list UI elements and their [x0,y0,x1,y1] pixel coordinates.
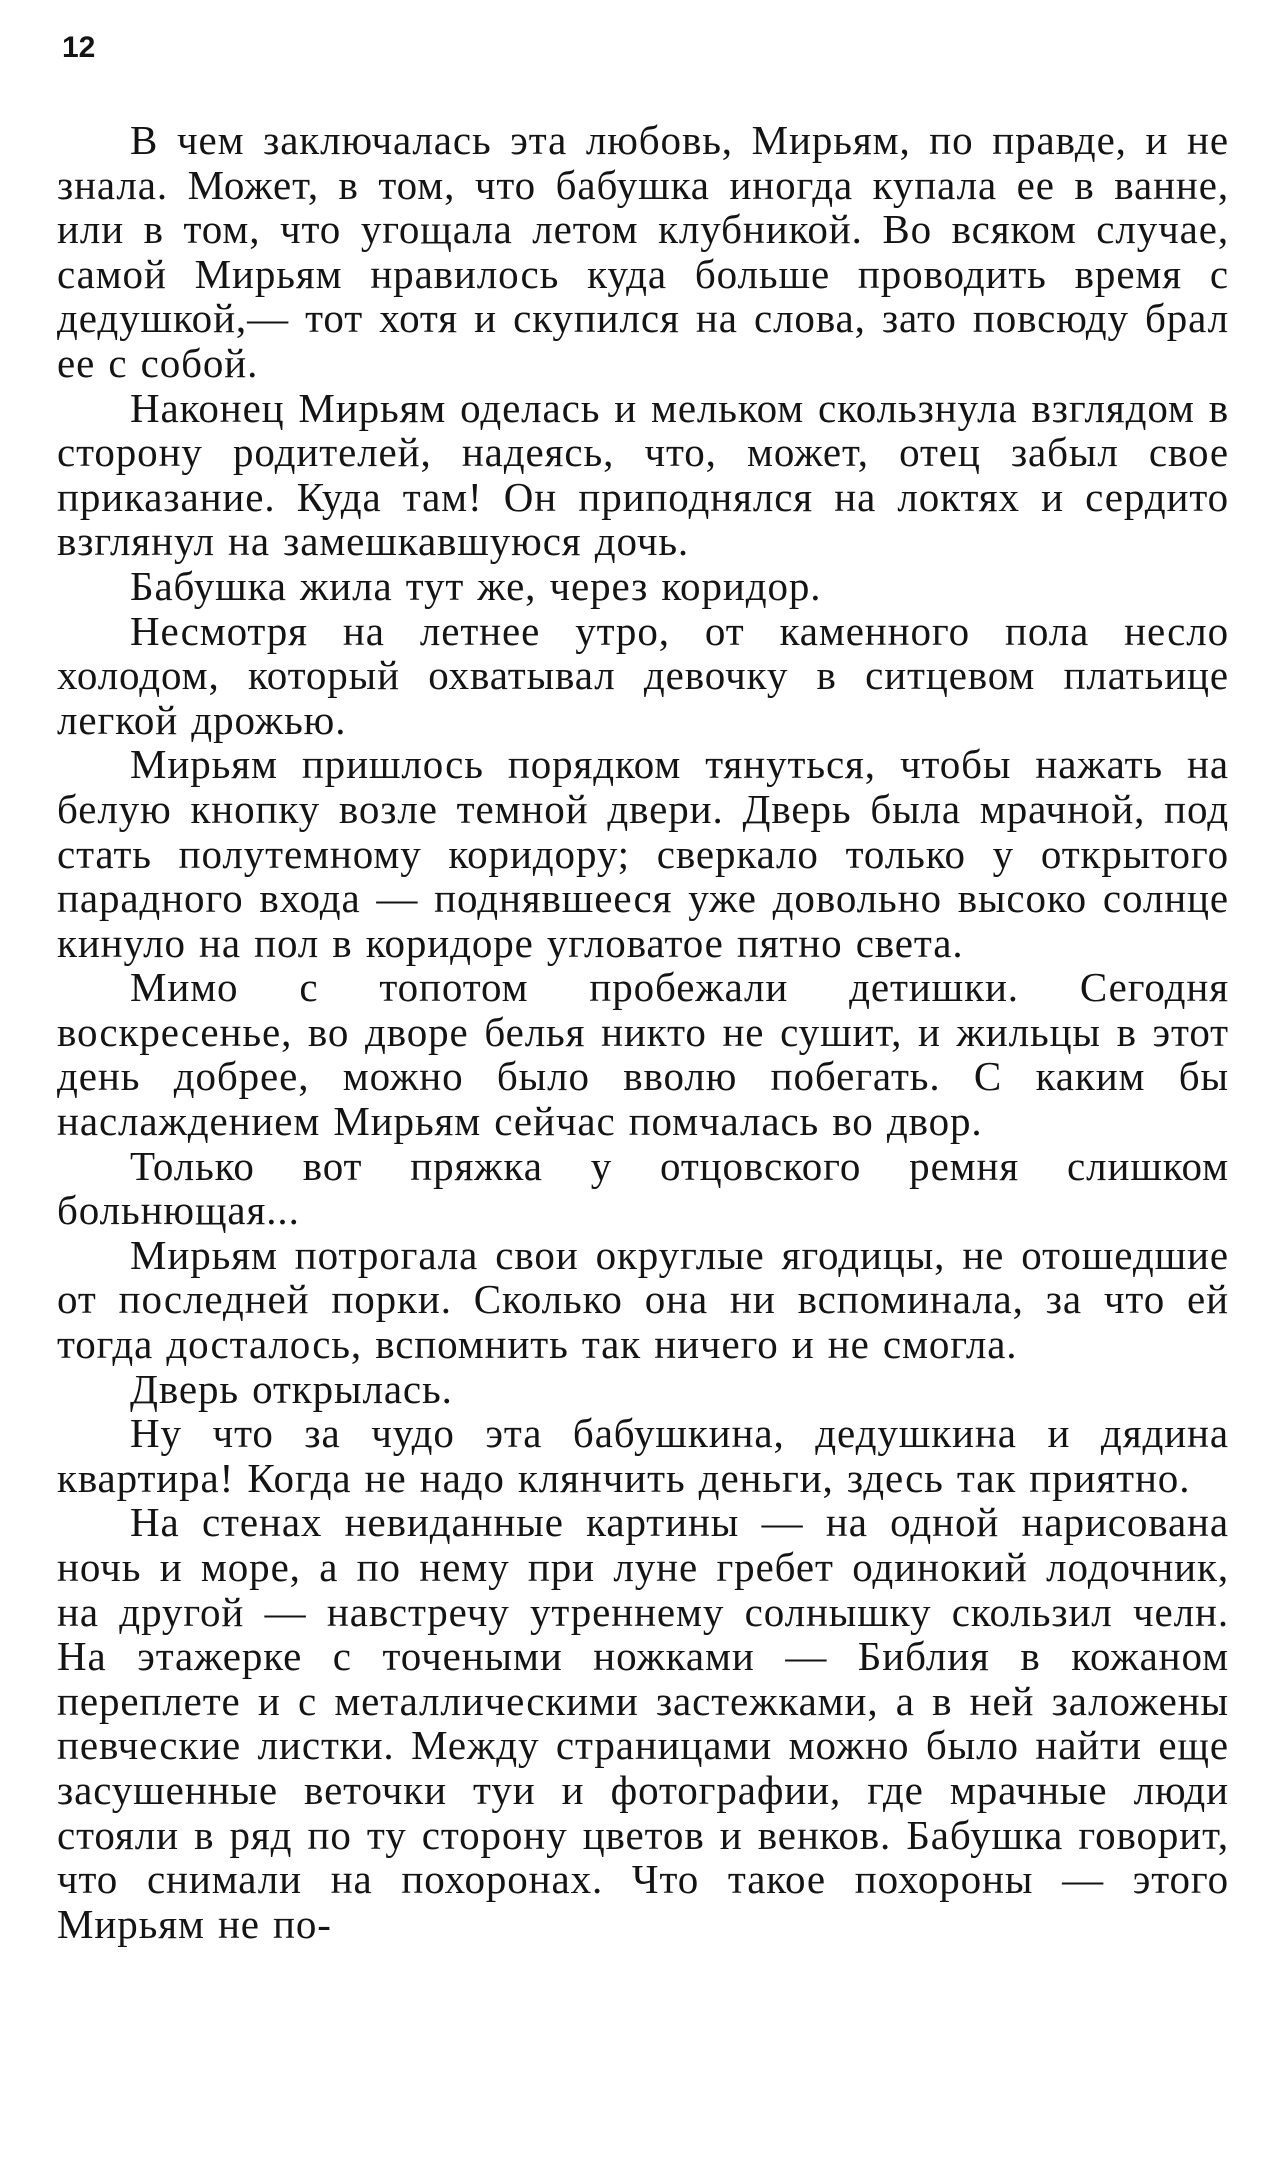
paragraph-love: В чем заключалась эта любовь, Мирьям, по правде, и не знала. Может, в том, что бабушка иногда купала ее в ванне, или в том, что угощала летом клубникой. Во всяком случае, самой Мирьям нравилось куда больше проводить время с дедушкой,— тот хотя и скупился на слова, зато повсюду брал ее с собой. [57,117,1229,386]
text-body [57,118,1229,1946]
paragraph-stone-floor: Несмотря на летнее утро, от каменного пола несло холодом, который охватывал девочку в ситцевом платьице легкой дрожью. [57,607,1229,743]
page-number: 12 [62,31,96,64]
paragraph-apartment: Ну что за чудо эта бабушкина, дедушкина и дядина квартира! Когда не надо клянчить деньги, здесь так приятно. [57,1410,1229,1501]
paragraph-grandmother-lived: Бабушка жила тут же, через коридор. [130,562,822,609]
paragraph-buckle: Только вот пряжка у отцовского ремня слишком больнющая... [57,1142,1229,1234]
paragraph-door-opened: Дверь открылась. [130,1365,453,1412]
paragraph-children: Мимо с топотом пробежали детишки. Сегодня воскресенье, во дворе белья никто не сушит, и жильцы в этот день добрее, можно было вволю побегать. С каким бы наслаждением Мирьям сейчас помчалась во двор. [57,964,1229,1145]
paragraph-pictures: На стенах невиданные картины — на одной нарисована ночь и море, а по нему при луне гребет одинокий лодочник, на другой — навстречу утреннему солнышку скользил челн. На этажерке с точеными ножками — Библия в кожаном переплете и с металлическими застежками, а в ней заложены певческие листки. Между страницами можно было найти еще засушенные веточки туи и фотографии, где мрачные люди стояли в ряд по ту сторону цветов и венков. Бабушка говорит, что снимали на похоронах. Что такое похороны — этого Мирьям не по- [57,1499,1229,1947]
paragraph-door-button: Мирьям пришлось порядком тянуться, чтобы нажать на белую кнопку возле темной двери. Дверь была мрачной, под стать полутемному коридору; сверкало только у открытого парадного входа — поднявшееся уже довольно высоко солнце кинуло на пол в коридоре угловатое пятно света. [57,741,1229,966]
paragraph-dressed: Наконец Мирьям оделась и мельком скользнула взглядом в сторону родителей, надеясь, что, может, отец забыл свое приказание. Куда там! Он приподнялся на локтях и сердито взглянул на замешкавшуюся дочь. [57,384,1229,565]
paragraph-spanking: Мирьям потрогала свои округлые ягодицы, не отошедшие от последней порки. Сколько она ни вспоминала, за что ей тогда досталось, вспомнить так ничего и не смогла. [57,1231,1229,1368]
